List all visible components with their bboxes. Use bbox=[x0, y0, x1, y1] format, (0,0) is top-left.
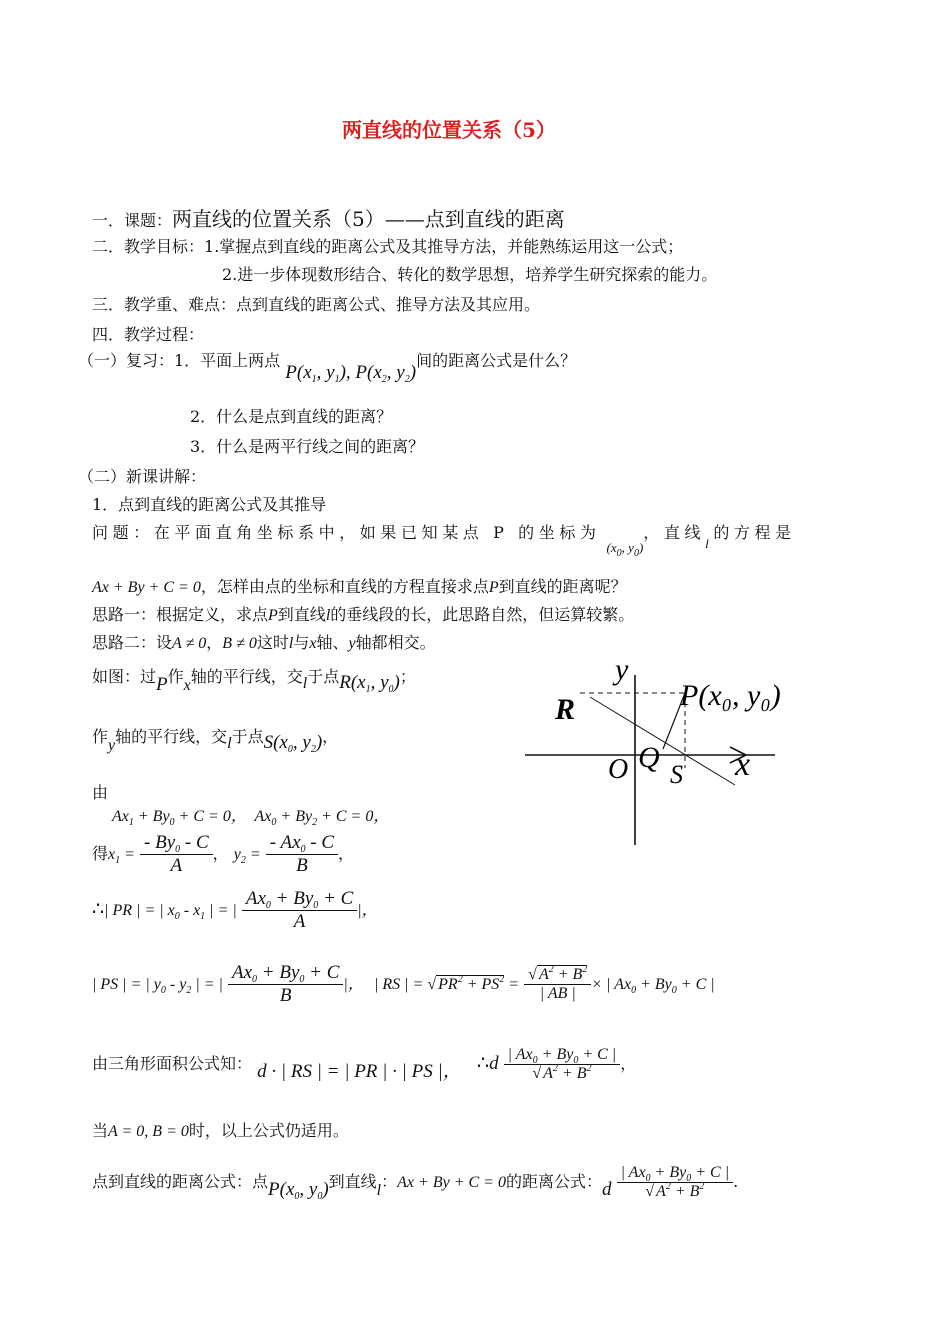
review-q3: 3．什么是两平行线之间的距离？ bbox=[190, 437, 425, 456]
area-eq: d · | RS | = | PR | · | PS |， bbox=[257, 1061, 462, 1082]
new-lesson-heading: （二）新课讲解： bbox=[78, 467, 207, 486]
ps-rs-line: | PS | = | $y_0 - y_2$ | = | $\frac{Ax_0 + By_0 + C}{B}$ |， | RS | = √ $PR^2 + PS^2$ = $\frac{√ A^2 + B^2}{| AB |}$ × | $Ax_0 + By_0 + C$ | bbox=[92, 962, 715, 1006]
review-q1 bbox=[78, 348, 577, 385]
solve-line: 得$x_1$ = $\frac{- By_0 - C}{A}$ ， $y_2$ = $\frac{- Ax_0 - C}{B}$ ， bbox=[92, 832, 355, 876]
problem-line-2 bbox=[92, 574, 627, 597]
cond-b: B ≠ 0 bbox=[222, 635, 257, 652]
cond-a: A ≠ 0 bbox=[172, 635, 207, 652]
label-q: Q bbox=[638, 741, 660, 774]
fig-f: 轴的平行线，交 bbox=[115, 727, 228, 746]
item-1-heading: 1．点到直线的距离公式及其推导 bbox=[92, 495, 327, 514]
fig-h: 由 bbox=[92, 783, 109, 802]
review-q2: 2．什么是点到直线的距离？ bbox=[190, 407, 393, 426]
fig-p: P bbox=[156, 674, 168, 695]
problem-text-4: ，怎样由点的坐标和直线的方程直接求点 bbox=[200, 577, 489, 596]
problem-text-1: 问题：在平面直角坐标系中，如果已知某点 P 的坐标为 bbox=[92, 523, 601, 542]
fig-b: 作 bbox=[167, 667, 184, 686]
fig-l2: l bbox=[227, 735, 232, 752]
fig-y: y bbox=[108, 737, 116, 754]
when-line bbox=[92, 1118, 349, 1141]
final-c: 的距离公式： bbox=[505, 1172, 602, 1191]
fig-l: l bbox=[302, 675, 308, 692]
section-topic-label: 一．课题： bbox=[92, 211, 173, 230]
ps-abs: | PS | = | $y_0 - y_2$ | = | bbox=[92, 976, 223, 996]
point-p: P bbox=[488, 579, 499, 596]
section-keypoints: 三．教学重、难点：点到直线的距离公式、推导方法及其应用。 bbox=[92, 295, 541, 314]
idea-1-c: 的垂线段的长，此思路自然，但运算较繁。 bbox=[330, 605, 635, 624]
solve-y2: $y_2$ = bbox=[233, 846, 261, 866]
pr-line: ∴| PR | = | $x_0 - x_1$ | = | $\frac{Ax_0 + By_0 + C}{A}$ |， bbox=[92, 888, 378, 932]
d-symbol: d bbox=[489, 1053, 499, 1074]
frac-ps: $\frac{Ax_0 + By_0 + C}{B}$ bbox=[228, 962, 343, 1007]
final-l: l bbox=[376, 1182, 382, 1199]
section-goals-label: 二．教学目标： bbox=[92, 237, 205, 256]
idea-2-c: 与 bbox=[293, 633, 310, 652]
line-l: l bbox=[705, 536, 714, 551]
solve-x1: $x_1$ = bbox=[108, 846, 135, 866]
problem-text-3: 的方程是 bbox=[713, 523, 796, 542]
review-q1-prefix: （一）复习：1．平面上两点 bbox=[78, 351, 281, 370]
label-s: S bbox=[670, 760, 683, 789]
idea-1-p: P bbox=[268, 607, 278, 624]
final-point: $P(x_0$, $y_0$) bbox=[268, 1179, 329, 1202]
formula-two-points: $P(x_1$, $y_1$), $P(x_2$, $y_2$) bbox=[285, 362, 417, 385]
area-text: 由三角形面积公式知： bbox=[92, 1054, 253, 1073]
final-line: 点到直线的距离公式：点$P(x_0$, $y_0$)到直线l：Ax + By + C = 0的距离公式：d $\frac{| Ax_0 + By_0 + C |}{√ A^2 + B^2}$ . bbox=[92, 1164, 739, 1202]
line-equation: Ax + By + C = 0 bbox=[92, 579, 201, 596]
fig-line-2: 作y轴的平行线，交l于点$S(x_0$, $y_2$)， bbox=[92, 727, 339, 755]
fig-line-3 bbox=[92, 780, 390, 828]
idea-2-b: 这时 bbox=[256, 633, 289, 652]
frac-x1: $\frac{- By_0 - C}{A}$ bbox=[140, 832, 213, 877]
label-p: P(x₀, y₀) bbox=[680, 679, 781, 712]
therefore-symbol: ∴ bbox=[92, 898, 105, 920]
when-cond: A = 0, B = 0 bbox=[108, 1123, 189, 1140]
fig-e: 作 bbox=[92, 727, 109, 746]
final-line-eq: Ax + By + C = 0 bbox=[397, 1174, 506, 1191]
page-title: 两直线的位置关系（5） bbox=[342, 118, 556, 142]
problem-line-1 bbox=[92, 520, 796, 559]
final-b: 到直线 bbox=[328, 1172, 377, 1191]
idea-1-a: 思路一：根据定义，求点 bbox=[92, 605, 269, 624]
problem-text-5: 到直线的距离呢？ bbox=[498, 577, 627, 596]
idea-2-l: l bbox=[288, 635, 294, 652]
frac-y2: $\frac{- Ax_0 - C}{B}$ bbox=[266, 832, 338, 877]
point-r: $R(x_1$, $y_0$) bbox=[339, 672, 400, 695]
therefore-symbol-2: ∴ bbox=[476, 1052, 490, 1074]
point-coords: (x0, y0) bbox=[606, 540, 644, 559]
section-process: 四．教学过程： bbox=[92, 325, 205, 344]
idea-2-x: x bbox=[309, 635, 317, 652]
fig-x: x bbox=[183, 677, 191, 694]
idea-2-d: 轴、 bbox=[316, 633, 349, 652]
frac-pr: $\frac{Ax_0 + By_0 + C}{A}$ bbox=[242, 888, 357, 933]
label-x: x bbox=[735, 746, 751, 783]
fig-d: 于点 bbox=[307, 667, 340, 686]
frac-d: $\frac{| Ax_0 + By_0 + C |}{√ A^2 + B^2}$ bbox=[504, 1046, 621, 1083]
point-s: $S(x_0$, $y_2$) bbox=[263, 732, 323, 755]
fig-i: 得 bbox=[92, 844, 109, 863]
goal-1: 1.掌握点到直线的距离公式及其推导方法，并能熟练运用这一公式； bbox=[204, 237, 684, 256]
coordinate-diagram bbox=[520, 645, 790, 850]
final-d: d bbox=[601, 1179, 612, 1200]
fig-line-1: 如图：过P作x轴的平行线，交l于点$R(x_1$, $y_0$)； bbox=[92, 667, 416, 695]
pr-abs: | PR | = | $x_0 - x_1$ | = | bbox=[104, 902, 237, 922]
frac-rs: $\frac{√ A^2 + B^2}{| AB |}$ bbox=[524, 966, 591, 1003]
fig-g: 于点 bbox=[231, 727, 264, 746]
fig-c: 轴的平行线，交 bbox=[190, 667, 303, 686]
rs-abs: | RS | = √ $PR^2 + PS^2$ = bbox=[374, 974, 520, 993]
review-q1-suffix: 间的距离公式是什么？ bbox=[416, 351, 577, 370]
idea-2-e: 轴都相交。 bbox=[355, 633, 436, 652]
idea-1-b: 到直线 bbox=[277, 605, 326, 624]
idea-1-l: l bbox=[325, 607, 331, 624]
problem-text-2: ，直线 bbox=[643, 523, 706, 542]
when-b: 时，以上公式仍适用。 bbox=[188, 1121, 349, 1140]
idea-2-a: 思路二：设 bbox=[92, 633, 173, 652]
label-o: O bbox=[608, 754, 629, 785]
idea-2-y: y bbox=[348, 635, 356, 652]
section-goals bbox=[92, 234, 683, 257]
section-topic-text: 两直线的位置关系（5）——点到直线的距离 bbox=[172, 207, 565, 231]
final-frac: $\frac{| Ax_0 + By_0 + C |}{√ A^2 + B^2}$ bbox=[617, 1164, 734, 1201]
final-a: 点到直线的距离公式：点 bbox=[92, 1172, 269, 1191]
label-r: R bbox=[555, 693, 576, 726]
goal-2: 2.进一步体现数形结合、转化的数学思想，培养学生研究探索的能力。 bbox=[222, 265, 718, 284]
section-topic bbox=[92, 203, 565, 232]
idea-2: 思路二：设A ≠ 0，B ≠ 0这时l与x轴、y轴都相交。 bbox=[92, 633, 436, 652]
fig-a: 如图：过 bbox=[92, 667, 157, 686]
area-line: 由三角形面积公式知： d · | RS | = | PR | · | PS |， ∴d $\frac{| Ax_0 + By_0 + C |}{√ A^2 + B^2}$ ， bbox=[92, 1046, 637, 1082]
eq-r-s: $Ax_1 + By_0 + C = 0$， $Ax_0 + By_2 + C = 0$， bbox=[112, 808, 390, 828]
idea-1 bbox=[92, 602, 634, 625]
when-a: 当 bbox=[92, 1121, 109, 1140]
label-y: y bbox=[615, 653, 629, 686]
